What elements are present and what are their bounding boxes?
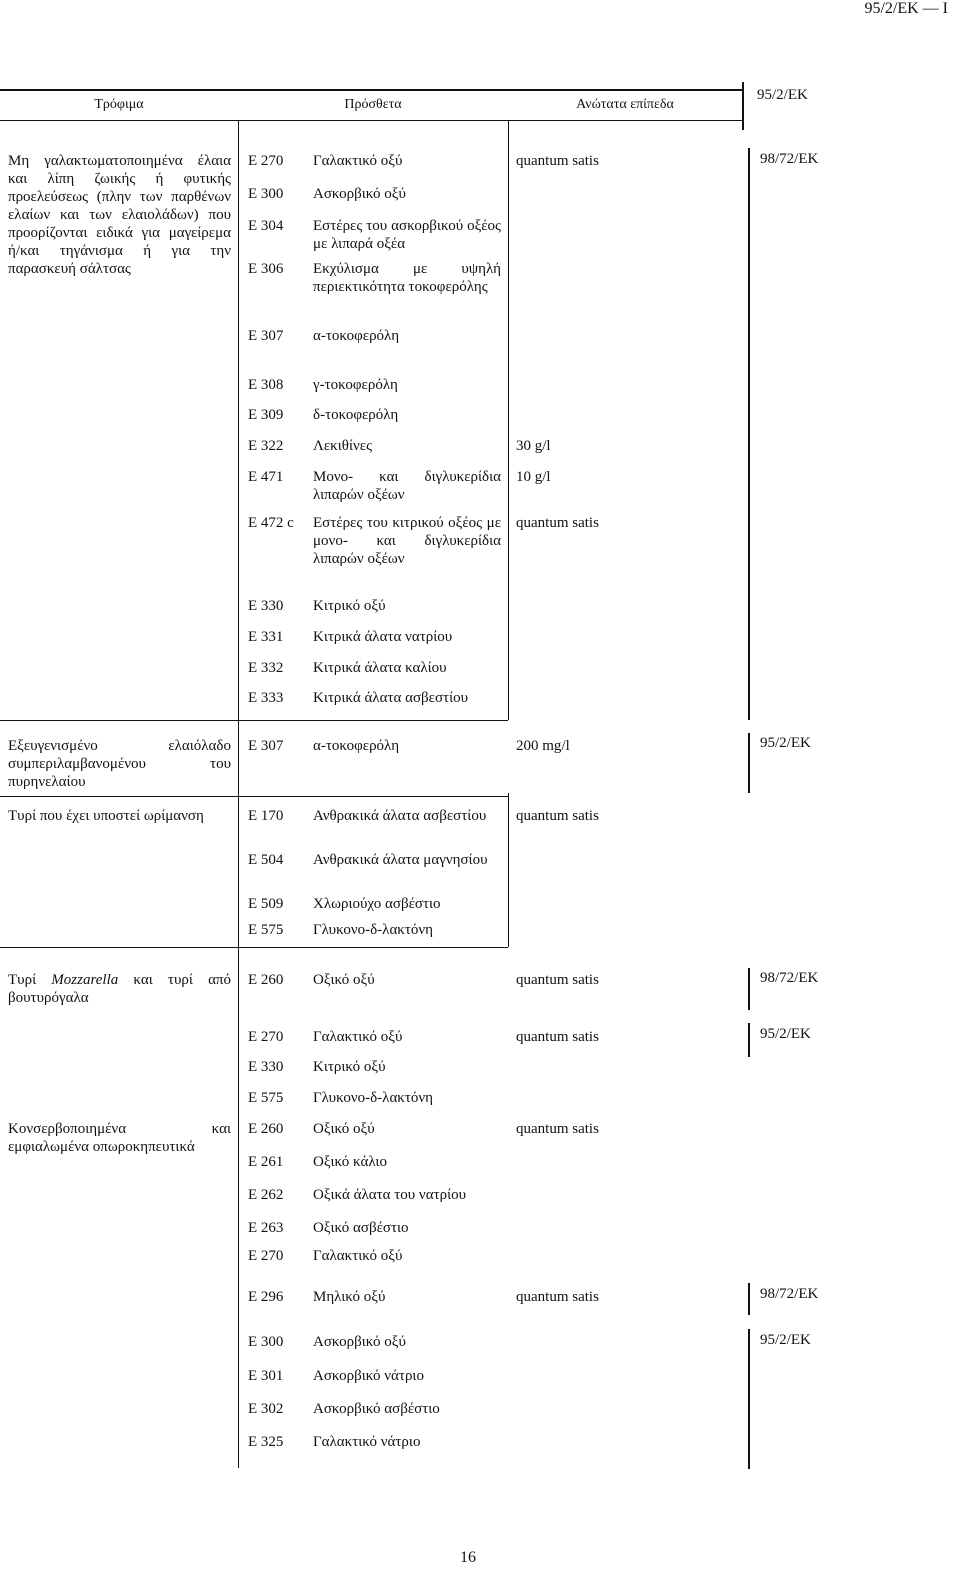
additive-code: Ε 333 — [248, 690, 284, 706]
food-cell: Κονσερβοποιημένα και εμφιαλωμένα οπωροκηπευτικά — [8, 1121, 231, 1155]
col-header-additive: Πρόσθετα — [344, 97, 402, 112]
directive-divider-6 — [748, 1329, 750, 1469]
additive-name: Μηλικό οξύ — [313, 1289, 386, 1305]
additive-code: Ε 262 — [248, 1187, 284, 1203]
col-divider-additive-2 — [508, 793, 509, 947]
additive-name: Ανθρακικά άλατα μαγνησίου — [313, 852, 488, 868]
additive-code: Ε 332 — [248, 660, 284, 676]
food-text: Τυρί — [8, 972, 52, 988]
max-level: 200 mg/l — [516, 738, 570, 754]
directive-ref: 98/72/ΕΚ — [760, 970, 819, 986]
page-number: 16 — [460, 1549, 476, 1566]
additive-name: Γαλακτικό νάτριο — [313, 1434, 421, 1450]
additive-name: Εστέρες του ασκορβικού οξέος με λιπαρά οξέα — [313, 218, 501, 252]
directive-ref: 98/72/ΕΚ — [760, 1286, 819, 1302]
max-level: quantum satis — [516, 972, 599, 988]
directive-divider-1 — [748, 148, 750, 720]
food-cell — [8, 971, 231, 1007]
additive-name: Ασκορβικό οξύ — [313, 1334, 406, 1350]
directive-ref: 95/2/ΕΚ — [760, 735, 811, 751]
additive-code: Ε 471 — [248, 469, 284, 485]
food-text: και τυρί από βουτυρόγαλα — [8, 972, 231, 1006]
additive-name: Ασκορβικό οξύ — [313, 186, 406, 202]
directive-divider-2 — [748, 733, 750, 793]
row-rule-3 — [0, 947, 508, 948]
additive-code: Ε 331 — [248, 629, 284, 645]
additive-code: Ε 330 — [248, 1059, 284, 1075]
additive-name: Λεκιθίνες — [313, 438, 373, 454]
additive-name: Κιτρικό οξύ — [313, 1059, 386, 1075]
additive-name: Εκχύλισμα με υψηλή περιεκτικότητα τοκοφερόλης — [313, 261, 501, 295]
additive-code: Ε 300 — [248, 1334, 284, 1350]
additive-code: Ε 302 — [248, 1401, 284, 1417]
additive-code: Ε 509 — [248, 896, 284, 912]
max-level: 10 g/l — [516, 469, 551, 485]
additive-code: Ε 575 — [248, 922, 284, 938]
additive-name: Γαλακτικό οξύ — [313, 1248, 403, 1264]
additive-code: Ε 261 — [248, 1154, 284, 1170]
directive-divider-3 — [748, 968, 750, 1010]
food-text-italic: Mozzarella — [51, 972, 119, 988]
additive-name: α-τοκοφερόλη — [313, 328, 400, 344]
food-cell: Τυρί που έχει υποστεί ωρίμανση — [8, 808, 204, 824]
col-header-max: Ανώτατα επίπεδα — [576, 97, 674, 112]
additive-name: Κιτρικά άλατα νατρίου — [313, 629, 453, 645]
additive-code: Ε 309 — [248, 407, 284, 423]
additive-name: Γαλακτικό οξύ — [313, 153, 403, 169]
page-header-ref: 95/2/ΕΚ — Ι — [864, 0, 948, 17]
additive-code: Ε 307 — [248, 738, 284, 754]
food-cell: Εξευγενισμένο ελαιόλαδο συμπεριλαμβανομένου του πυρηνελαίου — [8, 738, 231, 790]
row-rule-1 — [0, 720, 508, 721]
additive-name: Κιτρικά άλατα καλίου — [313, 660, 447, 676]
additive-code: Ε 170 — [248, 808, 284, 824]
additive-code: Ε 304 — [248, 218, 284, 234]
additive-code: Ε 301 — [248, 1368, 284, 1384]
directive-divider-5 — [748, 1283, 750, 1315]
additive-code: Ε 260 — [248, 972, 284, 988]
max-level: 30 g/l — [516, 438, 551, 454]
col-divider-food — [238, 120, 239, 1468]
additive-code: Ε 322 — [248, 438, 284, 454]
additive-code: Ε 325 — [248, 1434, 284, 1450]
additive-name: Ασκορβικό νάτριο — [313, 1368, 424, 1384]
additive-name: Γαλακτικό οξύ — [313, 1029, 403, 1045]
directive-ref: 95/2/ΕΚ — [760, 1332, 811, 1348]
directive-divider-header — [742, 82, 744, 130]
additive-code: Ε 260 — [248, 1121, 284, 1137]
additive-code: Ε 300 — [248, 186, 284, 202]
additive-name: Γλυκονο-δ-λακτόνη — [313, 922, 434, 938]
max-level: quantum satis — [516, 1289, 599, 1305]
additive-name: α-τοκοφερόλη — [313, 738, 400, 754]
col-header-food: Τρόφιμα — [94, 97, 144, 112]
max-level: quantum satis — [516, 808, 599, 824]
col-divider-additive — [508, 120, 509, 720]
additive-name: Οξικό κάλιο — [313, 1154, 387, 1170]
directive-divider-4 — [748, 1023, 750, 1057]
additive-name: Ασκορβικό ασβέστιο — [313, 1401, 440, 1417]
additive-code: Ε 472 c — [248, 515, 294, 531]
additive-code: Ε 308 — [248, 377, 284, 393]
additive-name: δ-τοκοφερόλη — [313, 407, 399, 423]
directive-ref: 95/2/ΕΚ — [760, 1026, 811, 1042]
additive-name: Οξικό οξύ — [313, 972, 375, 988]
max-level: quantum satis — [516, 1121, 599, 1137]
additive-name: Ανθρακικά άλατα ασβεστίου — [313, 808, 487, 824]
additive-name: Εστέρες του κιτρικού οξέος με μονο- και διγλυκερίδια λιπαρών οξέων — [313, 515, 501, 567]
additive-code: Ε 270 — [248, 153, 284, 169]
additive-code: Ε 296 — [248, 1289, 284, 1305]
additive-name: Οξικό οξύ — [313, 1121, 375, 1137]
additive-name: Οξικά άλατα του νατρίου — [313, 1187, 467, 1203]
additive-name: Κιτρικά άλατα ασβεστίου — [313, 690, 469, 706]
additive-code: Ε 307 — [248, 328, 284, 344]
food-cell: Μη γαλακτωματοποιημένα έλαια και λίπη ζωικής ή φυτικής προελεύσεως (πλην των παρθένων ελαίων και των ελαιολάδων) που προορίζονται ειδικά για μαγείρεμα ή/και τηγάνισμα ή για την παρασκευή σάλτσας — [8, 153, 231, 277]
additive-name: γ-τοκοφερόλη — [313, 377, 398, 393]
additive-name: Κιτρικό οξύ — [313, 598, 386, 614]
max-level: quantum satis — [516, 515, 599, 531]
additive-code: Ε 330 — [248, 598, 284, 614]
additive-code: Ε 270 — [248, 1029, 284, 1045]
additive-code: Ε 270 — [248, 1248, 284, 1264]
additive-name: Μονο- και διγλυκερίδια λιπαρών οξέων — [313, 469, 501, 503]
directive-ref: 98/72/ΕΚ — [760, 151, 819, 167]
additive-code: Ε 263 — [248, 1220, 284, 1236]
additive-code: Ε 504 — [248, 852, 284, 868]
additive-code: Ε 306 — [248, 261, 284, 277]
table-top-rule — [0, 89, 742, 91]
additive-code: Ε 575 — [248, 1090, 284, 1106]
header-bottom-rule — [0, 120, 742, 121]
max-level: quantum satis — [516, 1029, 599, 1045]
additive-name: Χλωριούχο ασβέστιο — [313, 896, 441, 912]
col-header-directive: 95/2/ΕΚ — [757, 87, 808, 103]
additive-name: Γλυκονο-δ-λακτόνη — [313, 1090, 434, 1106]
additive-name: Οξικό ασβέστιο — [313, 1220, 409, 1236]
max-level: quantum satis — [516, 153, 599, 169]
row-rule-2 — [0, 796, 508, 797]
